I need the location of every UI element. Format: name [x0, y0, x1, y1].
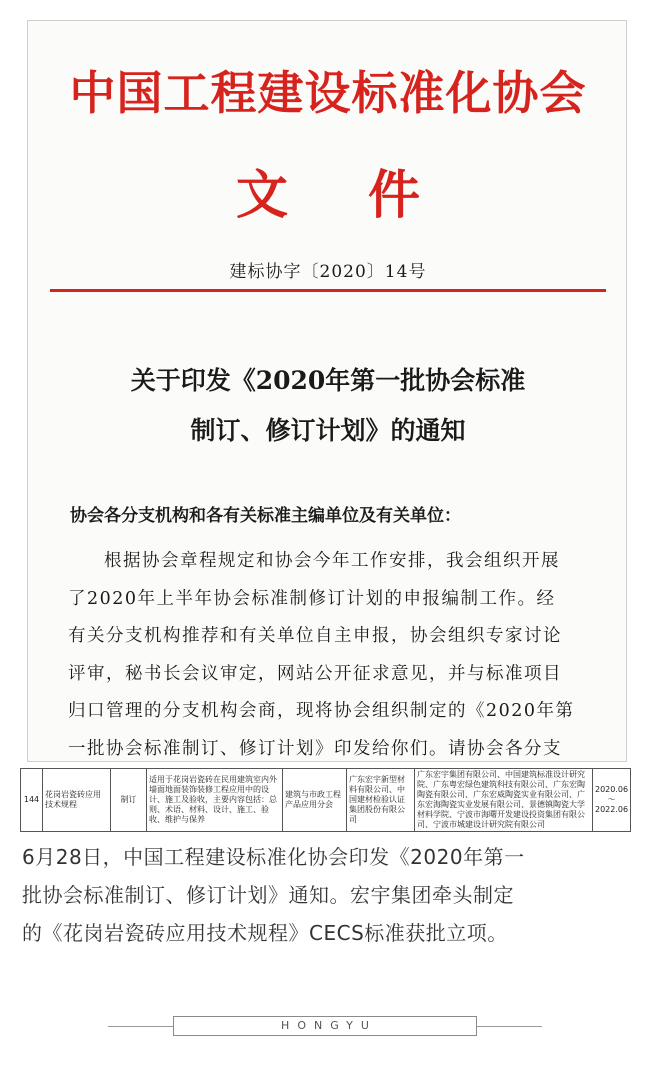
project-type: 制订	[111, 769, 147, 832]
notice-body	[68, 543, 608, 762]
date-separator: ～	[607, 795, 616, 804]
body-line: 有关分支机构推荐和有关单位自主申报，协会组织专家讨论	[68, 626, 562, 646]
date-end: 2022.06	[595, 805, 629, 814]
body-line: 根据协会章程规定和协会今年工作安排，我会组织开展	[104, 551, 560, 571]
document-type: 文件	[235, 166, 500, 226]
caption-line: 的《花岗岩瓷砖应用技术规程》CECS标准获批立项。	[22, 921, 508, 945]
issuing-organization: 中国工程建设标准化协会	[69, 66, 587, 120]
row-number: 144	[21, 769, 43, 832]
notice-title-line-2: 制订、修订计划》的通知	[190, 416, 466, 445]
body-line: 归口管理的分支机构会商，现将协会组织制定的《2020年第	[68, 701, 575, 721]
notice-title-line-1: 关于印发《2020年第一批协会标准	[130, 366, 526, 395]
caption-line: 6月28日，中国工程建设标准化协会印发《2020年第一	[22, 845, 525, 869]
standard-name: 花岗岩瓷砖应用技术规程	[43, 769, 111, 832]
participating-units: 广东宏宇集团有限公司、中国建筑标准设计研究院、广东粤宏绿色建筑科技有限公司、广东宏陶陶瓷有限公司、广东宏威陶瓷实业有限公司、广东宏海陶瓷实业发展有限公司、景德镇陶瓷大学材料学院、宁波市海曙开发建设投资集团有限公司、宁波市城建设计研究院有限公司	[415, 769, 593, 832]
body-line: 评审，秘书长会议审定，网站公开征求意见，并与标准项目	[68, 663, 562, 684]
body-line: 了2020年上半年协会标准制修订计划的申报编制工作。经	[68, 588, 556, 609]
red-divider-line	[50, 289, 606, 292]
brand-label: HONGYU	[173, 1016, 477, 1036]
responsible-committee: 建筑与市政工程产品应用分会	[283, 769, 347, 832]
body-line: 一批协会标准制订、修订计划》印发给你们。请协会各分支	[68, 738, 562, 759]
caption-line: 批协会标准制订、修订计划》通知。宏宇集团牵头制定	[22, 883, 514, 907]
document-number: 建标协字〔2020〕14号	[229, 262, 427, 282]
date-start: 2020.06	[595, 785, 629, 794]
lead-units: 广东宏宇新型材料有限公司、中国建材检验认证集团股份有限公司	[347, 769, 415, 832]
salutation: 协会各分支机构和各有关标准主编单位及有关单位：	[70, 506, 461, 526]
scope-description: 适用于花岗岩瓷砖在民用建筑室内外墙面地面装饰装修工程应用中的设计、施工及验收，主要内容包括：总则、术语、材料、设计、施工、验收、维护与保养	[147, 769, 283, 832]
official-document-image	[27, 20, 627, 762]
article-caption	[22, 838, 632, 952]
schedule	[593, 769, 631, 832]
plan-table-row	[20, 768, 631, 832]
